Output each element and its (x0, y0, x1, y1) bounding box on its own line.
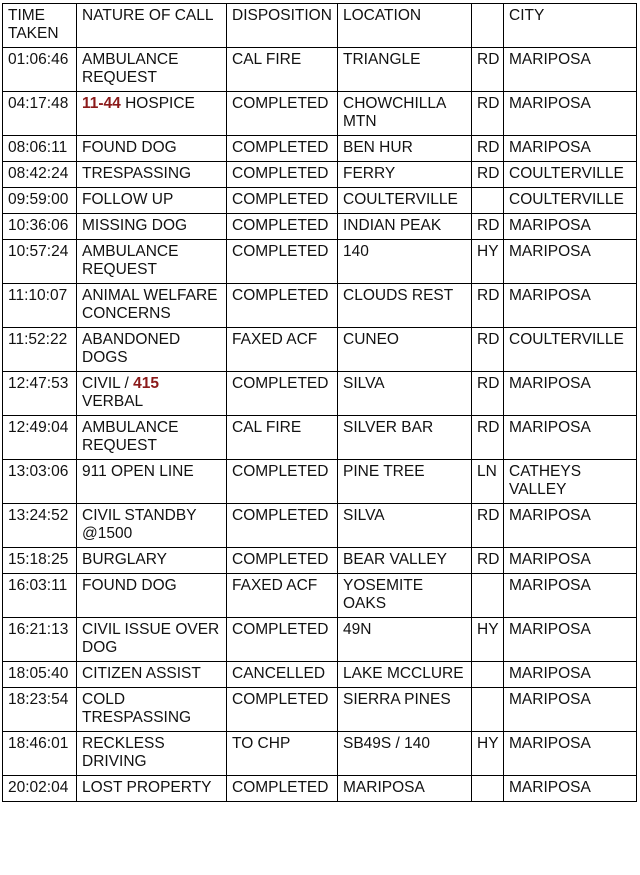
time-taken-cell: 04:17:48 (3, 92, 77, 136)
disposition-cell: COMPLETED (227, 188, 338, 214)
table-row (3, 92, 637, 136)
nature-text: ABANDONED DOGS (82, 331, 181, 366)
location-cell: TRIANGLE (338, 48, 472, 92)
road-suffix-cell: RD (472, 284, 504, 328)
location-cell: CUNEO (338, 328, 472, 372)
nature-of-call-cell (77, 618, 227, 662)
disposition-cell: FAXED ACF (227, 574, 338, 618)
road-suffix-cell: LN (472, 460, 504, 504)
nature-of-call-cell (77, 662, 227, 688)
city-cell: MARIPOSA (504, 92, 637, 136)
header-time-taken: TIME TAKEN (3, 4, 77, 48)
nature-text: AMBULANCE REQUEST (82, 51, 179, 86)
location-cell: SB49S / 140 (338, 732, 472, 776)
time-taken-cell: 12:47:53 (3, 372, 77, 416)
location-cell: 49N (338, 618, 472, 662)
table-row (3, 240, 637, 284)
location-cell: MARIPOSA (338, 776, 472, 802)
nature-text: RECKLESS DRIVING (82, 735, 165, 770)
time-taken-cell: 01:06:46 (3, 48, 77, 92)
location-cell: INDIAN PEAK (338, 214, 472, 240)
city-cell: MARIPOSA (504, 416, 637, 460)
road-suffix-cell: RD (472, 92, 504, 136)
time-taken-cell: 16:21:13 (3, 618, 77, 662)
disposition-cell: COMPLETED (227, 372, 338, 416)
time-taken-cell: 08:06:11 (3, 136, 77, 162)
nature-of-call-cell (77, 162, 227, 188)
city-cell: MARIPOSA (504, 136, 637, 162)
time-taken-cell: 16:03:11 (3, 574, 77, 618)
nature-of-call-cell (77, 92, 227, 136)
nature-text: 911 OPEN LINE (82, 463, 194, 480)
nature-of-call-cell (77, 188, 227, 214)
nature-of-call-cell (77, 372, 227, 416)
time-taken-cell: 10:36:06 (3, 214, 77, 240)
location-cell: CHOWCHILLA MTN (338, 92, 472, 136)
disposition-cell: COMPLETED (227, 548, 338, 574)
road-suffix-cell: HY (472, 618, 504, 662)
location-cell: FERRY (338, 162, 472, 188)
nature-text: ANIMAL WELFARE CONCERNS (82, 287, 218, 322)
nature-of-call-cell (77, 328, 227, 372)
nature-text: MISSING DOG (82, 217, 188, 234)
nature-text: CIVIL / (82, 375, 134, 392)
call-log-body (3, 48, 637, 802)
road-suffix-cell: RD (472, 214, 504, 240)
nature-text: TRESPASSING (82, 165, 192, 182)
city-cell: CATHEYS VALLEY (504, 460, 637, 504)
road-suffix-cell: RD (472, 136, 504, 162)
city-cell: COULTERVILLE (504, 328, 637, 372)
header-row (3, 4, 637, 48)
disposition-cell: CAL FIRE (227, 416, 338, 460)
location-cell: SILVER BAR (338, 416, 472, 460)
table-row (3, 504, 637, 548)
city-cell: MARIPOSA (504, 284, 637, 328)
time-taken-cell: 08:42:24 (3, 162, 77, 188)
time-taken-cell: 18:46:01 (3, 732, 77, 776)
location-cell: PINE TREE (338, 460, 472, 504)
time-taken-cell: 15:18:25 (3, 548, 77, 574)
city-cell: MARIPOSA (504, 574, 637, 618)
disposition-cell: CAL FIRE (227, 48, 338, 92)
call-log-table (2, 3, 637, 802)
road-suffix-cell: RD (472, 416, 504, 460)
city-cell: MARIPOSA (504, 504, 637, 548)
location-cell: SILVA (338, 504, 472, 548)
table-row (3, 688, 637, 732)
time-taken-cell: 10:57:24 (3, 240, 77, 284)
city-cell: MARIPOSA (504, 732, 637, 776)
city-cell: MARIPOSA (504, 372, 637, 416)
table-row (3, 548, 637, 574)
nature-text: CIVIL STANDBY @1500 (82, 507, 197, 542)
disposition-cell: COMPLETED (227, 460, 338, 504)
road-suffix-cell: RD (472, 548, 504, 574)
road-suffix-cell: RD (472, 328, 504, 372)
disposition-cell: COMPLETED (227, 504, 338, 548)
disposition-cell: COMPLETED (227, 162, 338, 188)
table-row (3, 618, 637, 662)
time-taken-cell: 09:59:00 (3, 188, 77, 214)
table-row (3, 188, 637, 214)
location-cell: BEAR VALLEY (338, 548, 472, 574)
header-location: LOCATION (338, 4, 472, 48)
location-cell: SILVA (338, 372, 472, 416)
city-cell: MARIPOSA (504, 662, 637, 688)
city-cell: MARIPOSA (504, 688, 637, 732)
time-taken-cell: 12:49:04 (3, 416, 77, 460)
table-row (3, 574, 637, 618)
nature-text: CITIZEN ASSIST (82, 665, 201, 682)
table-row (3, 284, 637, 328)
city-cell: MARIPOSA (504, 240, 637, 284)
table-row (3, 162, 637, 188)
time-taken-cell: 18:05:40 (3, 662, 77, 688)
header-disposition: DISPOSITION (227, 4, 338, 48)
time-taken-cell: 13:03:06 (3, 460, 77, 504)
location-cell: SIERRA PINES (338, 688, 472, 732)
nature-text: VERBAL (82, 393, 144, 410)
table-row (3, 372, 637, 416)
disposition-cell: COMPLETED (227, 214, 338, 240)
nature-text: AMBULANCE REQUEST (82, 243, 179, 278)
header-nature-of-call: NATURE OF CALL (77, 4, 227, 48)
road-suffix-cell: RD (472, 504, 504, 548)
nature-of-call-cell (77, 240, 227, 284)
disposition-cell: COMPLETED (227, 92, 338, 136)
city-cell: MARIPOSA (504, 214, 637, 240)
location-cell: COULTERVILLE (338, 188, 472, 214)
city-cell: MARIPOSA (504, 48, 637, 92)
time-taken-cell: 11:10:07 (3, 284, 77, 328)
nature-of-call-cell (77, 416, 227, 460)
disposition-cell: COMPLETED (227, 240, 338, 284)
disposition-cell: FAXED ACF (227, 328, 338, 372)
road-suffix-cell: RD (472, 48, 504, 92)
table-row (3, 328, 637, 372)
nature-text: CIVIL ISSUE OVER DOG (82, 621, 220, 656)
city-cell: COULTERVILLE (504, 188, 637, 214)
header-suffix (472, 4, 504, 48)
time-taken-cell: 11:52:22 (3, 328, 77, 372)
nature-text: AMBULANCE REQUEST (82, 419, 179, 454)
road-suffix-cell: HY (472, 240, 504, 284)
nature-of-call-cell (77, 214, 227, 240)
road-suffix-cell (472, 688, 504, 732)
table-row (3, 136, 637, 162)
nature-text: COLD TRESPASSING (82, 691, 192, 726)
road-suffix-cell (472, 776, 504, 802)
disposition-cell: COMPLETED (227, 776, 338, 802)
nature-of-call-cell (77, 48, 227, 92)
table-row (3, 48, 637, 92)
nature-text: HOSPICE (120, 95, 195, 112)
table-row (3, 214, 637, 240)
road-suffix-cell: RD (472, 372, 504, 416)
nature-text: FOUND DOG (82, 577, 177, 594)
time-taken-cell: 20:02:04 (3, 776, 77, 802)
road-suffix-cell (472, 188, 504, 214)
location-cell: BEN HUR (338, 136, 472, 162)
nature-text: BURGLARY (82, 551, 167, 568)
table-row (3, 662, 637, 688)
nature-text: FOLLOW UP (82, 191, 174, 208)
nature-of-call-cell (77, 284, 227, 328)
road-suffix-cell: RD (472, 162, 504, 188)
disposition-cell: TO CHP (227, 732, 338, 776)
nature-of-call-cell (77, 732, 227, 776)
table-row (3, 776, 637, 802)
time-taken-cell: 13:24:52 (3, 504, 77, 548)
city-cell: MARIPOSA (504, 776, 637, 802)
time-taken-cell: 18:23:54 (3, 688, 77, 732)
nature-of-call-cell (77, 136, 227, 162)
location-cell: YOSEMITE OAKS (338, 574, 472, 618)
disposition-cell: COMPLETED (227, 136, 338, 162)
road-suffix-cell (472, 574, 504, 618)
header-city: CITY (504, 4, 637, 48)
location-cell: CLOUDS REST (338, 284, 472, 328)
nature-code-highlight: 11-44 (82, 95, 121, 112)
nature-of-call-cell (77, 548, 227, 574)
nature-of-call-cell (77, 574, 227, 618)
road-suffix-cell (472, 662, 504, 688)
city-cell: COULTERVILLE (504, 162, 637, 188)
nature-of-call-cell (77, 688, 227, 732)
nature-text: LOST PROPERTY (82, 779, 212, 796)
nature-of-call-cell (77, 460, 227, 504)
disposition-cell: COMPLETED (227, 618, 338, 662)
road-suffix-cell: HY (472, 732, 504, 776)
disposition-cell: CANCELLED (227, 662, 338, 688)
nature-of-call-cell (77, 504, 227, 548)
location-cell: 140 (338, 240, 472, 284)
nature-of-call-cell (77, 776, 227, 802)
table-row (3, 732, 637, 776)
nature-text: FOUND DOG (82, 139, 177, 156)
city-cell: MARIPOSA (504, 618, 637, 662)
table-row (3, 416, 637, 460)
table-row (3, 460, 637, 504)
nature-code-highlight: 415 (133, 375, 159, 392)
location-cell: LAKE MCCLURE (338, 662, 472, 688)
disposition-cell: COMPLETED (227, 688, 338, 732)
disposition-cell: COMPLETED (227, 284, 338, 328)
city-cell: MARIPOSA (504, 548, 637, 574)
